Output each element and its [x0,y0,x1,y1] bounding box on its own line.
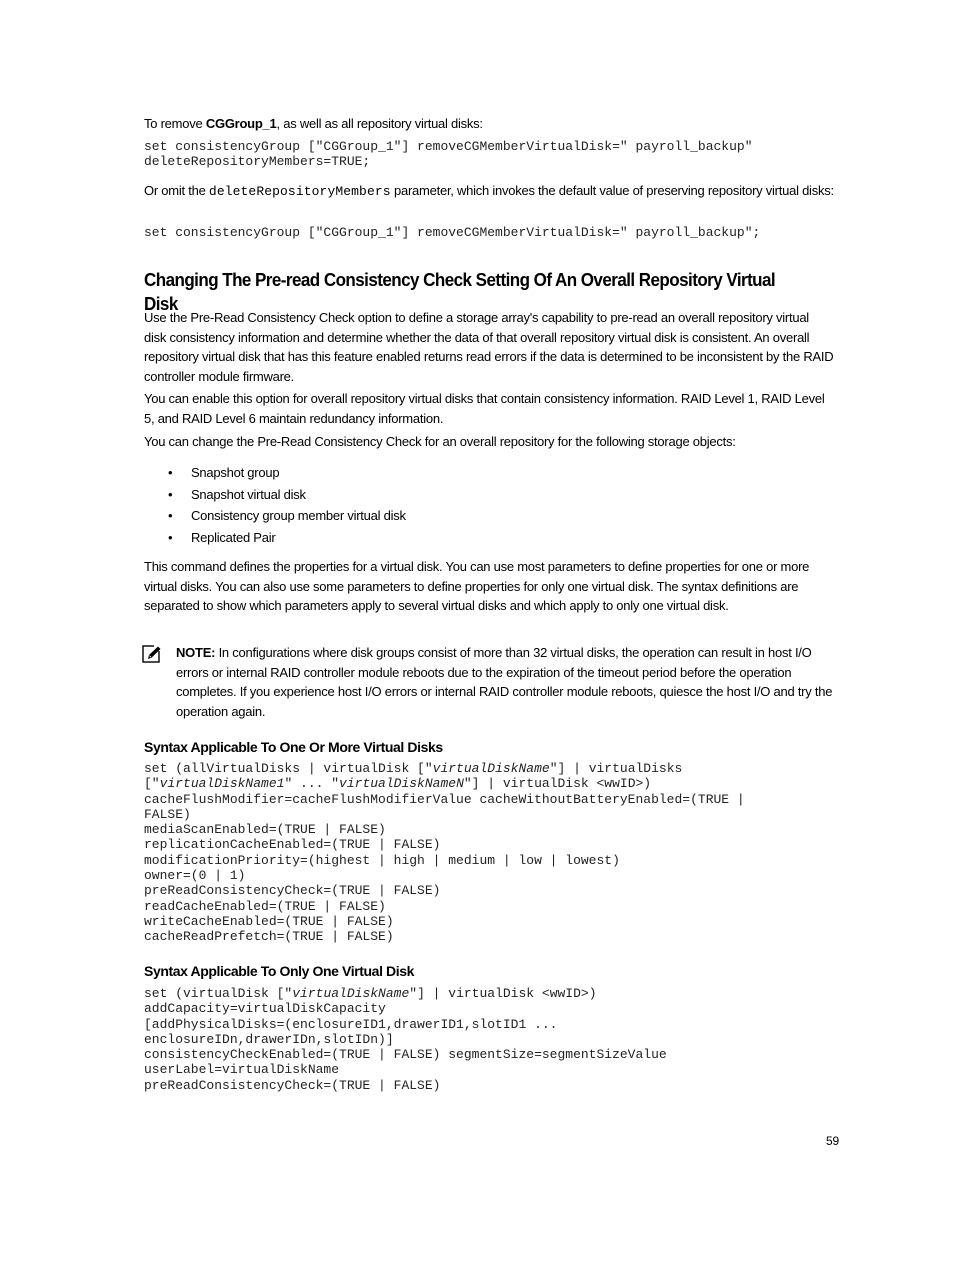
code-line: enclosureIDn,drawerIDn,slotIDn)] [144,1031,394,1047]
code-placeholder: virtualDiskNameN [339,776,464,792]
list-item [144,462,744,484]
code-line [144,986,844,1001]
code-line: set consistencyGroup ["CGGroup_1"] removeCGMemberVirtualDisk=" payroll_backup" [144,139,753,154]
code-text: "] | virtualDisks [549,761,683,776]
code-line [144,761,844,776]
syntax-single-heading: Syntax Applicable To Only One Virtual Disk [144,963,415,979]
list-item-label: Replicated Pair [191,530,276,546]
paragraph-option: Use the Pre-Read Consistency Check option to define a storage array's capability to pre-read an overall repository virtual disk consistency information and determine whether the data of that overall repository virtual disk is consistent. An overall repository virtual disk that has this feature enabled returns read errors if the data is determined to be inconsistent by the RAID controller module firmware. [144,310,834,384]
code-line: [addPhysicalDisks=(enclosureID1,drawerID1,slotID1 ... [144,1016,558,1032]
bullet-icon: • [168,530,173,546]
intro-paragraph [144,114,834,134]
code-block-remove [144,139,844,170]
code-block-syntax-multi [144,761,844,945]
omit-text: Or omit the [144,183,209,198]
bullet-icon: • [168,465,173,480]
list-item [144,527,744,549]
note-pencil-icon [142,645,162,665]
code-line: preReadConsistencyCheck=(TRUE | FALSE) [144,1077,441,1093]
code-text: set (virtualDisk [" [144,986,293,1001]
code-line: set consistencyGroup ["CGGroup_1"] removeCGMemberVirtualDisk=" payroll_backup"; [144,225,761,240]
paragraph-enable: You can enable this option for overall repository virtual disks that contain consistency information. RAID Level 1, RAID Level 5, and RAID Level 6 maintain redundancy information. [144,391,825,426]
intro-text-end: , as well as all repository virtual disks: [276,116,483,131]
code-line [144,776,844,791]
code-line: mediaScanEnabled=(TRUE | FALSE) [144,822,386,838]
group-name: CGGroup_1 [205,116,277,131]
syntax-multi-heading: Syntax Applicable To One Or More Virtual Disks [144,739,443,755]
paragraph-change: You can change the Pre-Read Consistency Check for an overall repository for the following storage objects: [144,434,736,449]
list-item-label: Snapshot virtual disk [191,486,306,502]
code-line: preReadConsistencyCheck=(TRUE | FALSE) [144,883,441,899]
paragraph-command: This command defines the properties for a virtual disk. You can use most parameters to define properties for one or more virtual disks. You can also use some parameters to define properties for only one virtual disk. The syntax definitions are separated to show which parameters apply to several virtual disks and which apply to only one virtual disk. [144,559,810,613]
code-line: deleteRepositoryMembers=TRUE; [144,154,371,170]
code-block-syntax-single [144,986,844,1093]
list-item-label: Consistency group member virtual disk [191,508,406,524]
code-line: owner=(0 | 1) [144,868,246,884]
code-text: " ... " [284,776,340,792]
code-placeholder: virtualDiskName1 [159,776,285,792]
code-text: [" [144,776,160,792]
code-text: set (allVirtualDisks | virtualDisk [" [144,761,433,776]
code-text: "] | virtualDisk <wwID>) [409,986,597,1001]
code-line: modificationPriority=(highest | high | medium | low | lowest) [144,852,620,868]
note-text: In configurations where disk groups consist of more than 32 virtual disks, the operation can result in host I/O errors or internal RAID controller module reboots due to the expiration of the timeout period before the operation completes. If you experience host I/O errors or internal RAID controller module reboots, quiesce the host I/O and try the operation again. [176,645,833,719]
code-line: writeCacheEnabled=(TRUE | FALSE) [144,913,394,929]
note-label: NOTE: [176,645,216,660]
storage-objects-list [144,462,744,549]
section-heading: Changing The Pre-read Consistency Check Setting Of An Overall Repository Virtual Disk [144,269,776,314]
omit-paragraph [144,181,834,202]
code-line: FALSE) [144,806,191,822]
code-line: userLabel=virtualDiskName [144,1062,340,1078]
code-text: "] | virtualDisk <wwID>) [463,776,652,792]
page-number: 59 [826,1134,839,1148]
code-line: addCapacity=virtualDiskCapacity [144,1001,386,1017]
code-line: cacheFlushModifier=cacheFlushModifierValue cacheWithoutBatteryEnabled=(TRUE | [144,791,745,807]
code-line: consistencyCheckEnabled=(TRUE | FALSE) segmentSize=segmentSizeValue [144,1047,667,1063]
intro-text: To remove [144,116,206,131]
list-item [144,505,744,527]
code-line: readCacheEnabled=(TRUE | FALSE) [144,898,386,914]
code-line: replicationCacheEnabled=(TRUE | FALSE) [144,837,441,853]
code-block-omit [144,225,844,240]
code-line: cacheReadPrefetch=(TRUE | FALSE) [144,929,394,945]
parameter-name: deleteRepositoryMembers [208,184,391,199]
bullet-icon: • [168,508,173,524]
bullet-icon: • [168,486,173,502]
omit-text-end: parameter, which invokes the default value of preserving repository virtual disks: [390,183,834,198]
code-placeholder: virtualDiskName [292,986,410,1001]
note-paragraph [176,643,842,721]
list-item-label: Snapshot group [191,465,280,480]
list-item [144,484,744,506]
code-placeholder: virtualDiskName [432,761,550,776]
